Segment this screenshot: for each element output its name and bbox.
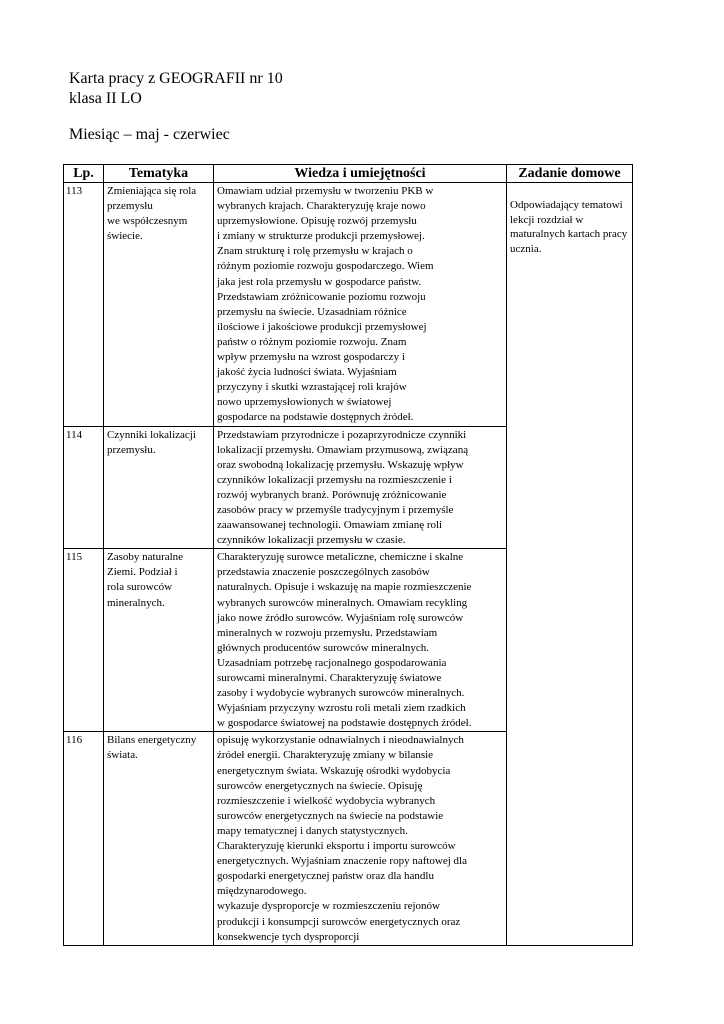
- lesson-knowledge: Przedstawiam przyrodnicze i pozaprzyrodnicze czynniki lokalizacji przemysłu. Omawiam przymusową, związaną oraz swobodną lokalizację przemysłu. Wskazuję wpływ czynników lokalizacji przemysłu na rozmieszczenie i rozwój wybranych branż. Porównuję zróżnicowanie zasobów pracy w przemyśle tradycyjnym i przemyśle zaawansowanej technologii. Omawiam zmianę roli czynników lokalizacji przemysłu w czasie.: [214, 426, 507, 549]
- lesson-topic: Zasoby naturalne Ziemi. Podział i rola surowców mineralnych.: [104, 549, 214, 732]
- lesson-number: 114: [64, 426, 104, 549]
- lesson-number: 116: [64, 732, 104, 945]
- column-header-knowledge: Wiedza i umiejętności: [214, 165, 507, 183]
- column-header-lp: Lp.: [64, 165, 104, 183]
- worksheet-title: Karta pracy z GEOGRAFII nr 10: [69, 70, 283, 87]
- table-row: [64, 183, 633, 427]
- month-label: Miesiąc – maj - czerwiec: [69, 126, 230, 143]
- table-header-row: [64, 165, 633, 183]
- lesson-knowledge: Charakteryzuję surowce metaliczne, chemiczne i skalne przedstawia znaczenie poszczególnych zasobów naturalnych. Opisuje i wskazuję na mapie rozmieszczenie wybranych surowców mineralnych. Omawiam recykling jako nowe źródło surowców. Wyjaśniam rolę surowców mineralnych w rozwoju przemysłu. Przedstawiam głównych producentów surowców mineralnych. Uzasadniam potrzebę racjonalnego gospodarowania surowcami mineralnymi. Charakteryzuję światowe zasoby i wydobycie wybranych surowców mineralnych. Wyjaśniam przyczyny wzrostu roli metali ziem rzadkich w gospodarce światowej na podstawie dostępnych źródeł.: [214, 549, 507, 732]
- column-header-topic: Tematyka: [104, 165, 214, 183]
- lesson-knowledge: Omawiam udział przemysłu w tworzeniu PKB w wybranych krajach. Charakteryzuję kraje nowo uprzemysłowione. Opisuję rozwój przemysłu i zmiany w strukturze produkcji przemysłowej. Znam strukturę i rolę przemysłu w krajach o różnym poziomie rozwoju gospodarczego. Wiem jaka jest rola przemysłu w gospodarce państw. Przedstawiam zróżnicowanie poziomu rozwoju przemysłu na świecie. Uzasadniam różnice ilościowe i jakościowe produkcji przemysłowej państw o różnym poziomie rozwoju. Znam wpływ przemysłu na wzrost gospodarczy i jakość życia ludności świata. Wyjaśniam przyczyny i skutki wzrastającej roli krajów nowo uprzemysłowionych w światowej gospodarce na podstawie dostępnych źródeł.: [214, 183, 507, 427]
- lesson-knowledge: opisuję wykorzystanie odnawialnych i nieodnawialnych źródeł energii. Charakteryzuję zmiany w bilansie energetycznym świata. Wskazuję ośrodki wydobycia surowców energetycznych na świecie. Opisuję rozmieszczenie i wielkość wydobycia wybranych surowców energetycznych na świecie na podstawie mapy tematycznej i danych statystycznych. Charakteryzuję kierunki eksportu i importu surowców energetycznych. Wyjaśniam znaczenie ropy naftowej dla gospodarki energetycznej państw oraz dla handlu międzynarodowego. wykazuje dysproporcje w rozmieszczeniu rejonów produkcji i konsumpcji surowców energetycznych oraz konsekwencje tych dysproporcji: [214, 732, 507, 945]
- lesson-topic: Czynniki lokalizacji przemysłu.: [104, 426, 214, 549]
- lesson-topic: Zmieniająca się rola przemysłu we współczesnym świecie.: [104, 183, 214, 427]
- column-header-homework: Zadanie domowe: [507, 165, 633, 183]
- lesson-topic: Bilans energetyczny świata.: [104, 732, 214, 945]
- homework-cell: Odpowiadający tematowi lekcji rozdział w maturalnych kartach pracy ucznia.: [507, 183, 633, 946]
- lesson-number: 113: [64, 183, 104, 427]
- lesson-number: 115: [64, 549, 104, 732]
- class-label: klasa II LO: [69, 90, 142, 107]
- curriculum-table: [63, 164, 633, 946]
